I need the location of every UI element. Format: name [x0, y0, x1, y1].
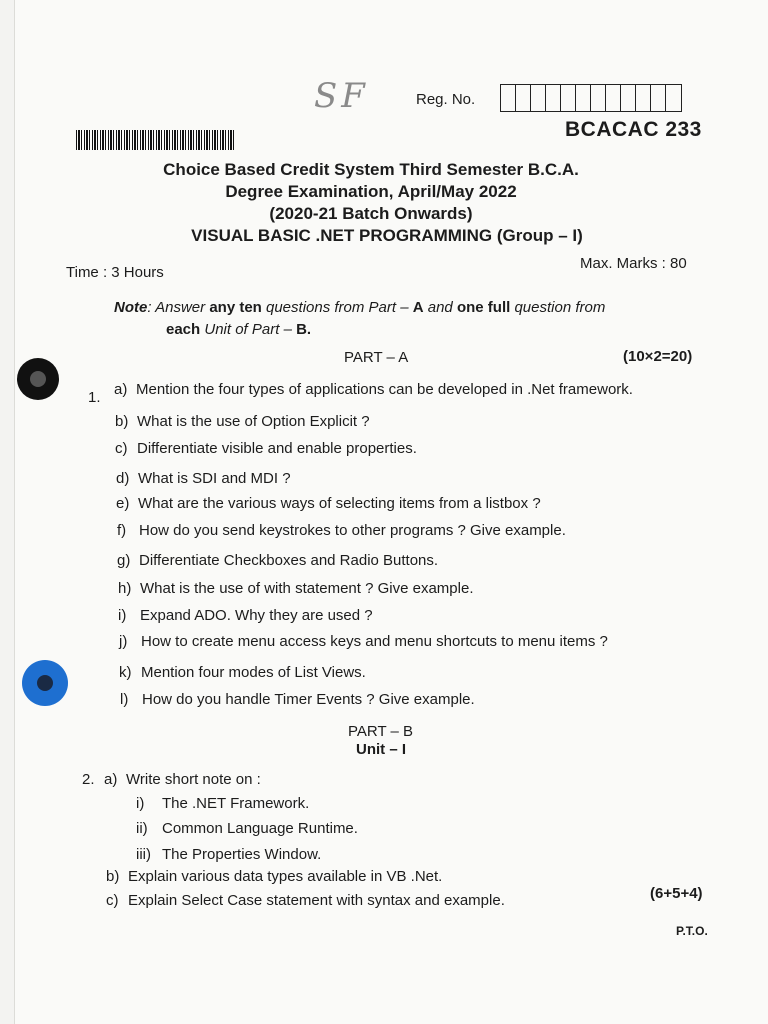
- part-a-heading: PART – A: [344, 349, 409, 366]
- reg-no-boxes: [500, 84, 682, 112]
- subject-title: VISUAL BASIC .NET PROGRAMMING (Group – I): [191, 226, 583, 245]
- question-item: l) How do you handle Timer Events ? Give example.: [120, 691, 475, 708]
- question-item: c) Explain Select Case statement with syntax and example.: [106, 892, 505, 909]
- barcode-icon: [76, 130, 234, 150]
- part-b-heading: PART – B: [348, 723, 414, 740]
- handwritten-mark: SF: [314, 76, 369, 116]
- exam-paper: [14, 0, 768, 1024]
- title-line-3: (2020-21 Batch Onwards): [269, 204, 473, 223]
- question-item: d) What is SDI and MDI ?: [116, 470, 291, 487]
- sub-question-item: ii) Common Language Runtime.: [136, 820, 358, 837]
- question-item: h) What is the use of with statement ? Give example.: [118, 580, 474, 597]
- question-number: 2.: [82, 771, 95, 788]
- question-item: b) Explain various data types available in VB .Net.: [106, 868, 443, 885]
- time-duration: Time : 3 Hours: [66, 264, 164, 281]
- instructions-note: Note: Answer any ten questions from Part – A and one full question from each Unit of Part – B.: [114, 299, 606, 338]
- part-a-marks: (10×2=20): [623, 348, 693, 365]
- question-item: f) How do you send keystrokes to other programs ? Give example.: [117, 522, 566, 539]
- title-line-1: Choice Based Credit System Third Semester B.C.A.: [163, 160, 579, 179]
- question-item: e) What are the various ways of selecting items from a listbox ?: [116, 495, 541, 512]
- pto-label: P.T.O.: [676, 924, 708, 938]
- question-item: j) How to create menu access keys and menu shortcuts to menu items ?: [119, 633, 608, 650]
- question-item: c) Differentiate visible and enable properties.: [115, 440, 417, 457]
- part-b-marks: (6+5+4): [650, 885, 703, 902]
- unit-heading: Unit – I: [356, 741, 407, 758]
- title-line-2: Degree Examination, April/May 2022: [225, 182, 517, 201]
- sub-question-item: iii) The Properties Window.: [136, 846, 322, 863]
- question-item: i) Expand ADO. Why they are used ?: [118, 607, 373, 624]
- question-item: a) Write short note on :: [104, 771, 261, 788]
- question-item: b) What is the use of Option Explicit ?: [115, 413, 370, 430]
- question-number: 1.: [88, 389, 101, 406]
- max-marks: Max. Marks : 80: [580, 255, 687, 272]
- sub-question-item: i) The .NET Framework.: [136, 795, 310, 812]
- paper-code: BCACAC 233: [565, 118, 702, 141]
- punch-hole-icon: [22, 660, 68, 706]
- reg-no-label: Reg. No.: [416, 91, 476, 108]
- question-item: a) Mention the four types of applications can be developed in .Net framework.: [114, 381, 633, 398]
- punch-hole-icon: [17, 358, 59, 400]
- question-item: g) Differentiate Checkboxes and Radio Buttons.: [117, 552, 439, 569]
- question-item: k) Mention four modes of List Views.: [119, 664, 366, 681]
